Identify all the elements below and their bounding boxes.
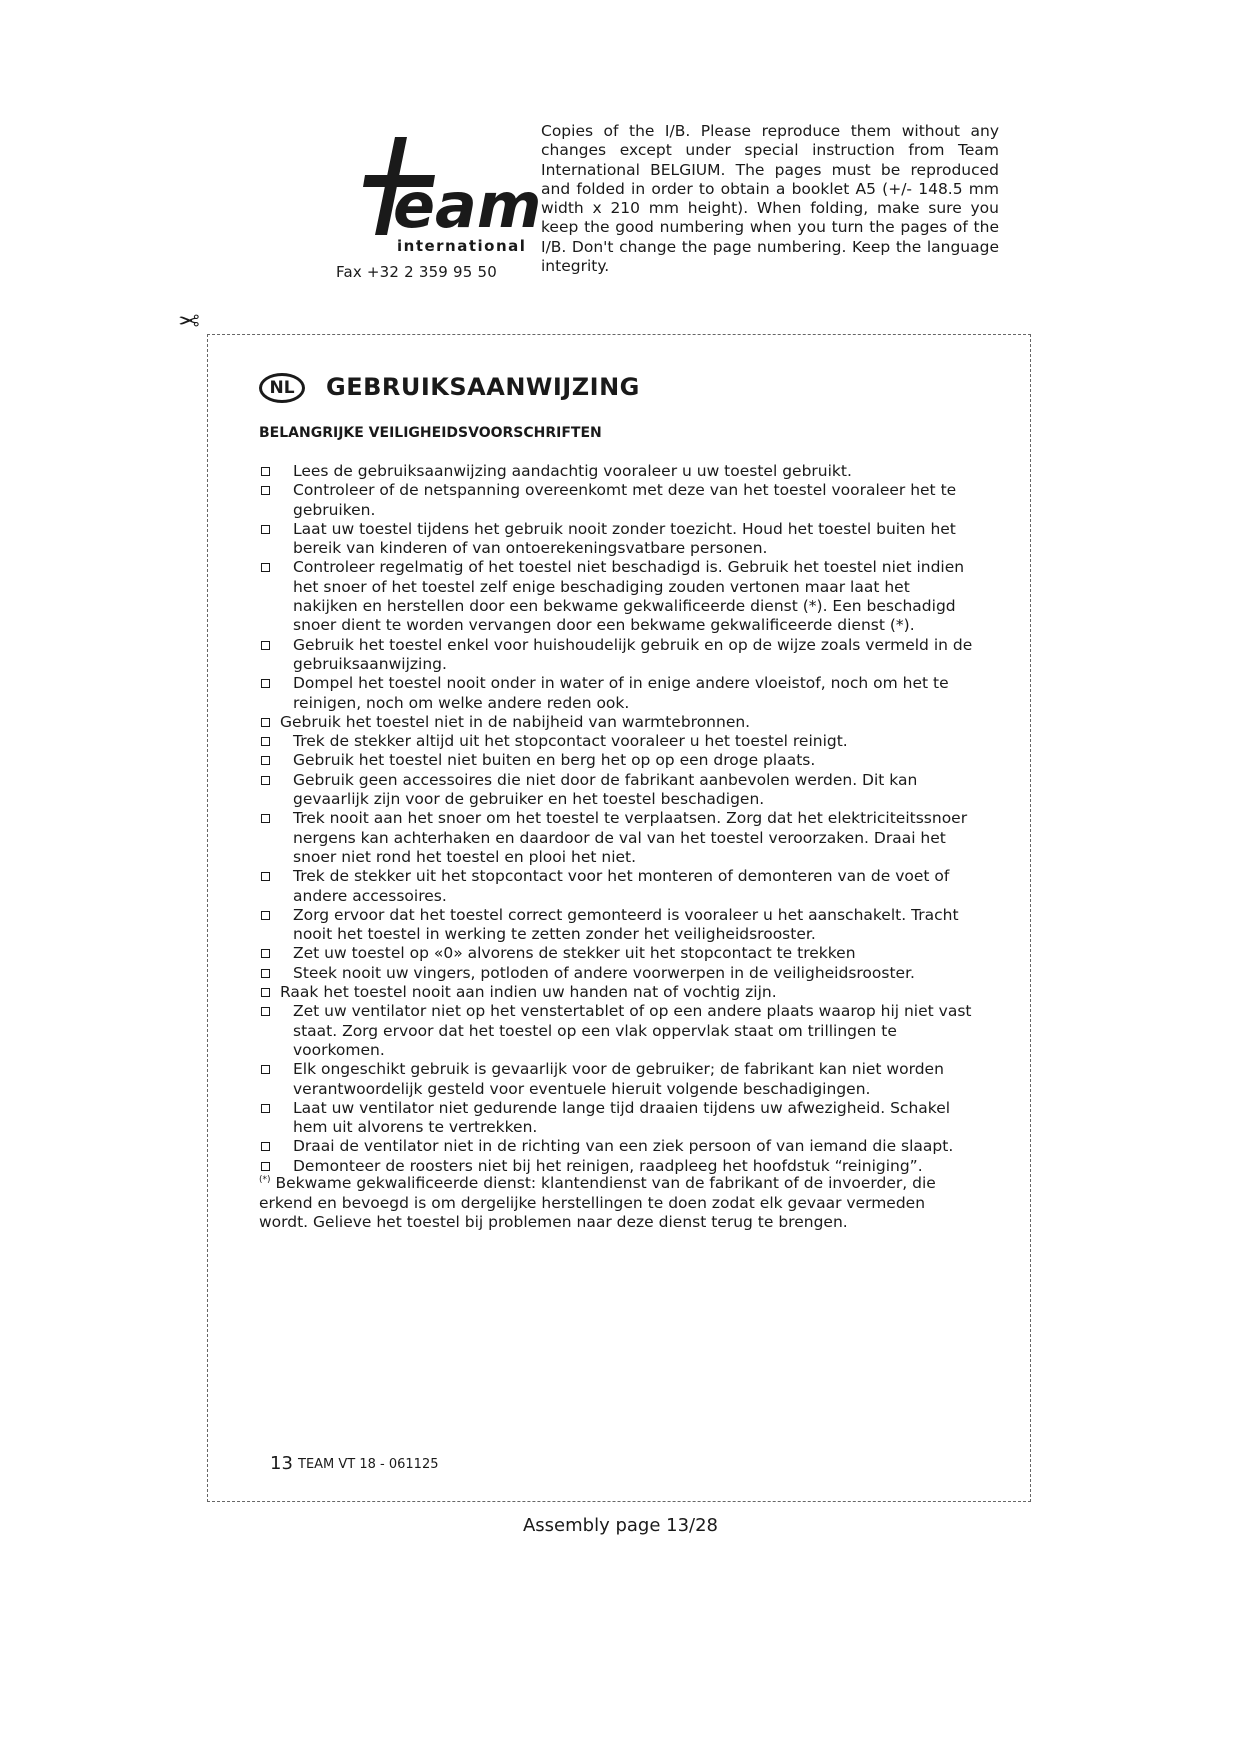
reproduction-notice: Copies of the I/B. Please reproduce them without any changes except under special instruction from Team International BELGIUM. The pages must be reproduced and folded in order to obtain a booklet A5 (+/- 148.5 mm width x 210 mm height). When folding, make sure you keep the good numbering when you turn the pages of the I/B. Don't change the page numbering. Keep the language integrity. bbox=[541, 122, 999, 276]
safety-item bbox=[259, 1060, 979, 1099]
safety-item bbox=[259, 732, 979, 751]
safety-item-text: Zet uw ventilator niet op het venstertablet of op een andere plaats waarop hij niet vast staat. Zorg ervoor dat het toestel op een vlak oppervlak staat om trillingen te voorkomen. bbox=[293, 1002, 972, 1059]
safety-item-text: Gebruik het toestel niet buiten en berg het op op een droge plaats. bbox=[293, 751, 816, 770]
safety-item bbox=[259, 867, 979, 906]
logo-graphic bbox=[335, 135, 542, 255]
safety-item-text: Zet uw toestel op «0» alvorens de stekker uit het stopcontact te trekken bbox=[293, 944, 856, 963]
safety-list bbox=[259, 462, 979, 1176]
safety-item bbox=[259, 713, 979, 732]
footnote bbox=[259, 1171, 979, 1233]
safety-item-text: Draai de ventilator niet in de richting van een ziek persoon of van iemand die slaapt. bbox=[293, 1137, 954, 1156]
svg-text:international: international bbox=[397, 237, 527, 255]
safety-item-text: Zorg ervoor dat het toestel correct gemonteerd is vooraleer u het aanschakelt. Tracht nooit het toestel in werking te zetten zonder het veiligheidsrooster. bbox=[293, 905, 959, 944]
safety-item-text: Dompel het toestel nooit onder in water of in enige andere vloeistof, noch om het te reinigen, noch om welke andere reden ook. bbox=[293, 674, 949, 712]
safety-item-text: Laat uw ventilator niet gedurende lange tijd draaien tijdens uw afwezigheid. Schakel hem uit alvorens te vertrekken. bbox=[293, 1098, 951, 1137]
checkbox-bullet-icon bbox=[261, 467, 270, 476]
checkbox-bullet-icon bbox=[261, 1065, 270, 1074]
safety-item-text: Gebruik geen accessoires die niet door de fabrikant aanbevolen werden. Dit kan gevaarlijk zijn voor de gebruiker en het toestel beschadigen. bbox=[293, 770, 918, 809]
document-title: GEBRUIKSAANWIJZING bbox=[326, 373, 640, 401]
svg-text:eam: eam bbox=[393, 169, 542, 242]
safety-item-text: Gebruik het toestel enkel voor huishoudelijk gebruik en op de wijze zoals vermeld in de gebruiksaanwijzing. bbox=[293, 635, 973, 673]
safety-item bbox=[259, 771, 979, 810]
checkbox-bullet-icon bbox=[261, 679, 270, 688]
checkbox-bullet-icon bbox=[261, 641, 270, 650]
checkbox-bullet-icon bbox=[261, 756, 270, 765]
safety-item bbox=[259, 1137, 979, 1156]
checkbox-bullet-icon bbox=[261, 911, 270, 920]
checkbox-bullet-icon bbox=[261, 988, 270, 997]
safety-item-text: Gebruik het toestel niet in de nabijheid van warmtebronnen. bbox=[280, 712, 751, 731]
model-code: TEAM VT 18 - 061125 bbox=[298, 1457, 439, 1472]
safety-item bbox=[259, 1002, 979, 1060]
safety-item bbox=[259, 1099, 979, 1138]
checkbox-bullet-icon bbox=[261, 969, 270, 978]
checkbox-bullet-icon bbox=[261, 1142, 270, 1151]
safety-item-text: Trek nooit aan het snoer om het toestel te verplaatsen. Zorg dat het elektriciteitssnoer nergens kan achterhaken en daardoor de val van het toestel veroorzaken. Draai het snoer niet rond het toestel en plooi het niet. bbox=[293, 809, 968, 866]
safety-item bbox=[259, 964, 979, 983]
checkbox-bullet-icon bbox=[261, 872, 270, 881]
safety-item-text: Controleer of de netspanning overeenkomt met deze van het toestel vooraleer het te gebruiken. bbox=[293, 481, 957, 519]
fax-number: Fax +32 2 359 95 50 bbox=[336, 263, 497, 281]
safety-item bbox=[259, 809, 979, 867]
checkbox-bullet-icon bbox=[261, 486, 270, 495]
checkbox-bullet-icon bbox=[261, 1007, 270, 1016]
safety-item bbox=[259, 462, 979, 481]
safety-item bbox=[259, 674, 979, 713]
safety-item bbox=[259, 944, 979, 963]
checkbox-bullet-icon bbox=[261, 1104, 270, 1113]
safety-item-text: Raak het toestel nooit aan indien uw handen nat of vochtig zijn. bbox=[280, 983, 777, 1002]
checkbox-bullet-icon bbox=[261, 776, 270, 785]
footnote-text: Bekwame gekwalificeerde dienst: klantendienst van de fabrikant of de invoerder, die erkend en bevoegd is om dergelijke herstellingen te doen zodat elk gevaar vermeden wordt. Gelieve het toestel bij problemen naar deze dienst terug te brengen. bbox=[259, 1174, 936, 1232]
checkbox-bullet-icon bbox=[261, 1162, 270, 1171]
safety-item bbox=[259, 520, 979, 559]
safety-item-text: Laat uw toestel tijdens het gebruik nooit zonder toezicht. Houd het toestel buiten het bereik van kinderen of van ontoerekeningsvatbare personen. bbox=[293, 519, 956, 558]
safety-item bbox=[259, 906, 979, 945]
safety-item bbox=[259, 636, 979, 675]
checkbox-bullet-icon bbox=[261, 525, 270, 534]
safety-item bbox=[259, 751, 979, 770]
safety-item-text: Lees de gebruiksaanwijzing aandachtig vooraleer u uw toestel gebruikt. bbox=[293, 462, 852, 480]
safety-item-text: Demonteer de roosters niet bij het reinigen, raadpleeg het hoofdstuk “reiniging”. bbox=[293, 1156, 923, 1175]
page-number: 13 bbox=[270, 1453, 293, 1474]
safety-item-text: Trek de stekker altijd uit het stopcontact vooraleer u het toestel reinigt. bbox=[293, 732, 848, 751]
safety-item bbox=[259, 983, 979, 1002]
assembly-page-label: Assembly page 13/28 bbox=[522, 1515, 719, 1536]
language-badge: NL bbox=[259, 373, 305, 403]
safety-item-text: Elk ongeschikt gebruik is gevaarlijk voor de gebruiker; de fabrikant kan niet worden verantwoordelijk gesteld voor eventuele hieruit volgende beschadigingen. bbox=[293, 1060, 944, 1098]
checkbox-bullet-icon bbox=[261, 949, 270, 958]
checkbox-bullet-icon bbox=[261, 814, 270, 823]
safety-item-text: Controleer regelmatig of het toestel niet beschadigd is. Gebruik het toestel niet indien het snoer of het toestel zelf enige beschadiging zouden vertonen maar laat het nakijken en herstellen door een bekwame gekwalificeerde dienst (*). Een beschadigd snoer dient te worden vervangen door een bekwame gekwalificeerde dienst (*). bbox=[293, 558, 965, 635]
safety-item bbox=[259, 481, 979, 520]
safety-item-text: Trek de stekker uit het stopcontact voor het monteren of demonteren van de voet of andere accessoires. bbox=[293, 867, 950, 905]
scissors-icon: ✂ bbox=[178, 304, 200, 334]
checkbox-bullet-icon bbox=[261, 737, 270, 746]
safety-item bbox=[259, 558, 979, 635]
safety-heading: BELANGRIJKE VEILIGHEIDSVOORSCHRIFTEN bbox=[259, 425, 602, 441]
footnote-mark: (*) bbox=[259, 1175, 271, 1185]
checkbox-bullet-icon bbox=[261, 718, 270, 727]
checkbox-bullet-icon bbox=[261, 563, 270, 572]
safety-item-text: Steek nooit uw vingers, potloden of andere voorwerpen in de veiligheidsrooster. bbox=[293, 963, 915, 982]
